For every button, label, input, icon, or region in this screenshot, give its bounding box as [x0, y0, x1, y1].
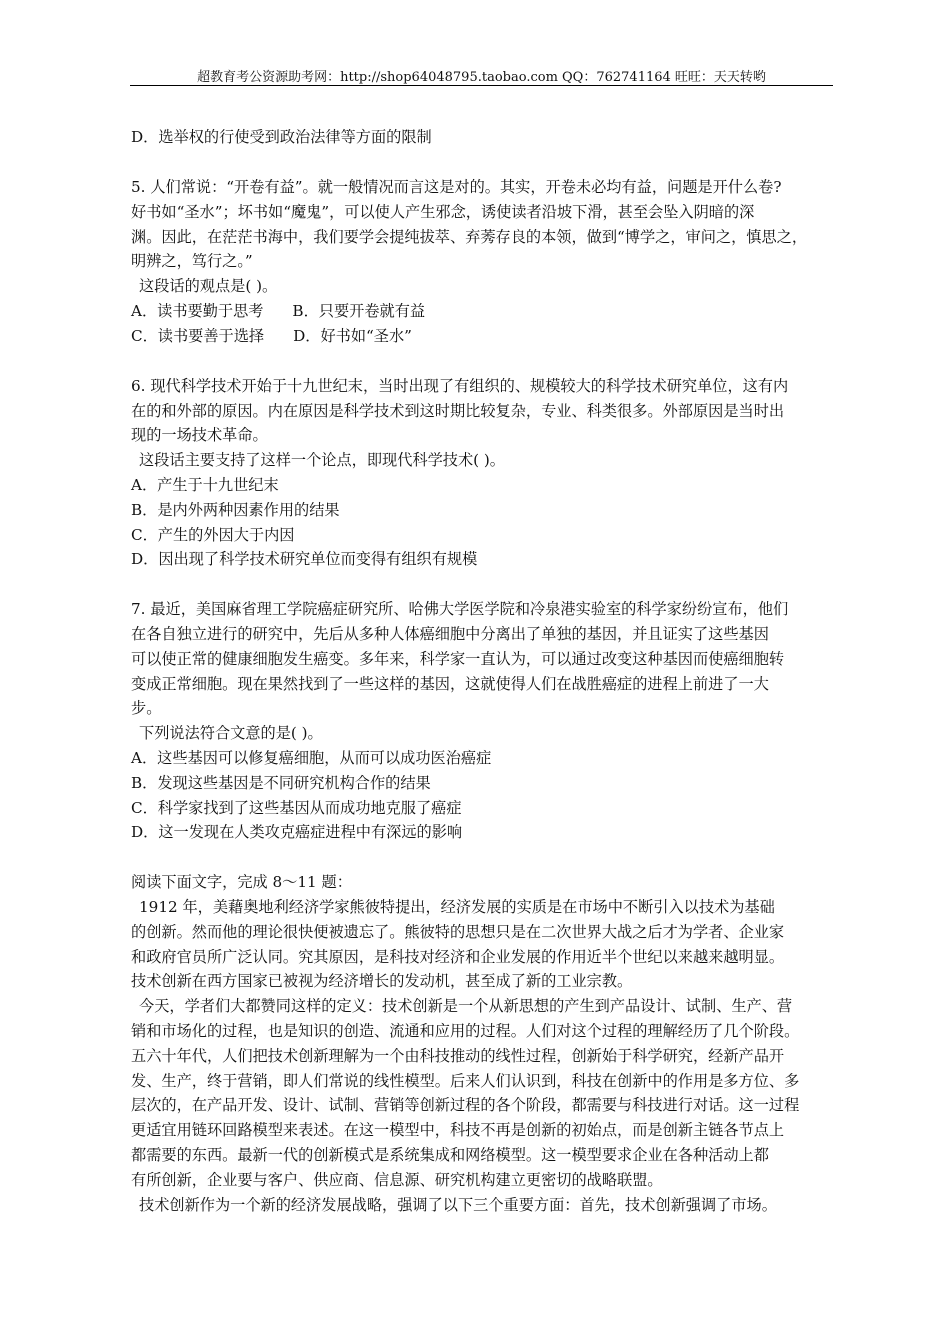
- q7-passage-line: 变成正常细胞。现在果然找到了一些这样的基因，这就使得人们在战胜癌症的进程上前进了一大: [131, 675, 769, 693]
- q5-prompt: 这段话的观点是( )。: [139, 277, 278, 295]
- header-divider: [130, 85, 833, 86]
- q5-passage-line: 好书如“圣水”；坏书如“魔鬼”，可以使人产生邪念，诱使读者沿坡下滑，甚至会坠入阴暗的深: [131, 203, 755, 221]
- q6-option-d: D．因出现了科学技术研究单位而变得有组织有规模: [131, 550, 478, 568]
- q5-passage-line: 5. 人们常说：“开卷有益”。就一般情况而言这是对的。其实，开卷未必均有益，问题是开什么卷?: [131, 178, 782, 196]
- reading-para1-line: 的创新。然而他的理论很快便被遗忘了。熊彼特的思想只是在二次世界大战之后才为学者、企业家: [131, 923, 785, 941]
- q7-passage-line: 在各自独立进行的研究中，先后从多种人体癌细胞中分离出了单独的基因，并且证实了这些基因: [131, 625, 769, 643]
- reading-para2-line: 五六十年代，人们把技术创新理解为一个由科技推动的线性过程，创新始于科学研究，经新产品开: [131, 1047, 785, 1065]
- reading-para2-line: 层次的，在产品开发、设计、试制、营销等创新过程的各个阶段，都需要与科技进行对话。这一过程: [131, 1096, 800, 1114]
- q4-option-d: D．选举权的行使受到政治法律等方面的限制: [131, 128, 432, 146]
- q7-passage-line: 可以使正常的健康细胞发生癌变。多年来，科学家一直认为，可以通过改变这种基因而使癌细胞转: [131, 650, 785, 668]
- q6-option-b: B．是内外两种因素作用的结果: [131, 501, 340, 519]
- q7-option-b: B．发现这些基因是不同研究机构合作的结果: [131, 774, 431, 792]
- q5-passage-line: 渊。因此，在茫茫书海中，我们要学会提纯拔萃、弃莠存良的本领，做到“博学之，审问之，慎思之，: [131, 228, 808, 246]
- reading-para1-line: 和政府官员所广泛认同。究其原因，是科技对经济和企业发展的作用近半个世纪以来越来越明显。: [131, 948, 785, 966]
- reading-para2-line: 发、生产，终于营销，即人们常说的线性模型。后来人们认识到，科技在创新中的作用是多方位、多: [131, 1072, 800, 1090]
- page-header: 超教育考公资源助考网：http://shop64048795.taobao.com QQ：762741164 旺旺：天天转哟: [197, 70, 766, 85]
- reading-intro: 阅读下面文字，完成 8～11 题：: [131, 873, 352, 891]
- q7-prompt: 下列说法符合文意的是( )。: [139, 724, 323, 742]
- reading-para2-line: 有所创新，企业要与客户、供应商、信息源、研究机构建立更密切的战略联盟。: [131, 1171, 663, 1189]
- q6-passage-line: 6. 现代科学技术开始于十九世纪末，当时出现了有组织的、规模较大的科学技术研究单位，这有内: [131, 377, 789, 395]
- q5-options-ab: A．读书要勤于思考 B．只要开卷就有益: [131, 302, 426, 320]
- q7-option-a: A．这些基因可以修复癌细胞，从而可以成功医治癌症: [131, 749, 492, 767]
- q6-passage-line: 现的一场技术革命。: [131, 426, 268, 444]
- reading-para3-line: 技术创新作为一个新的经济发展战略，强调了以下三个重要方面：首先，技术创新强调了市场。: [139, 1196, 777, 1214]
- reading-para1-line: 技术创新在西方国家已被视为经济增长的发动机，甚至成了新的工业宗教。: [131, 972, 633, 990]
- q5-passage-line: 明辨之，笃行之。”: [131, 252, 253, 270]
- reading-para2-line: 都需要的东西。最新一代的创新模式是系统集成和网络模型。这一模型要求企业在各种活动上都: [131, 1146, 769, 1164]
- q6-option-c: C．产生的外因大于内因: [131, 526, 295, 544]
- reading-para2-line: 更适宜用链环回路模型来表述。在这一模型中，科技不再是创新的初始点，而是创新主链各节点上: [131, 1121, 785, 1139]
- reading-para2-line: 今天，学者们大都赞同这样的定义：技术创新是一个从新思想的产生到产品设计、试制、生产、营: [139, 997, 793, 1015]
- q6-option-a: A．产生于十九世纪末: [131, 476, 279, 494]
- q5-options-cd: C．读书要善于选择 D．好书如“圣水”: [131, 327, 412, 345]
- q7-passage-line: 7. 最近，美国麻省理工学院癌症研究所、哈佛大学医学院和冷泉港实验室的科学家纷纷宣布，他们: [131, 600, 789, 618]
- q6-passage-line: 在的和外部的原因。内在原因是科学技术到这时期比较复杂，专业、科类很多。外部原因是当时出: [131, 402, 785, 420]
- reading-para2-line: 销和市场化的过程，也是知识的创造、流通和应用的过程。人们对这个过程的理解经历了几个阶段。: [131, 1022, 800, 1040]
- q7-option-d: D．这一发现在人类攻克癌症进程中有深远的影响: [131, 823, 463, 841]
- q7-passage-line: 步。: [131, 699, 162, 717]
- reading-para1-line: 1912 年，美藉奥地利经济学家熊彼特提出，经济发展的实质是在市场中不断引入以技术为基础: [139, 898, 775, 916]
- q6-prompt: 这段话主要支持了这样一个论点，即现代科学技术( )。: [139, 451, 505, 469]
- q7-option-c: C．科学家找到了这些基因从而成功地克服了癌症: [131, 799, 462, 817]
